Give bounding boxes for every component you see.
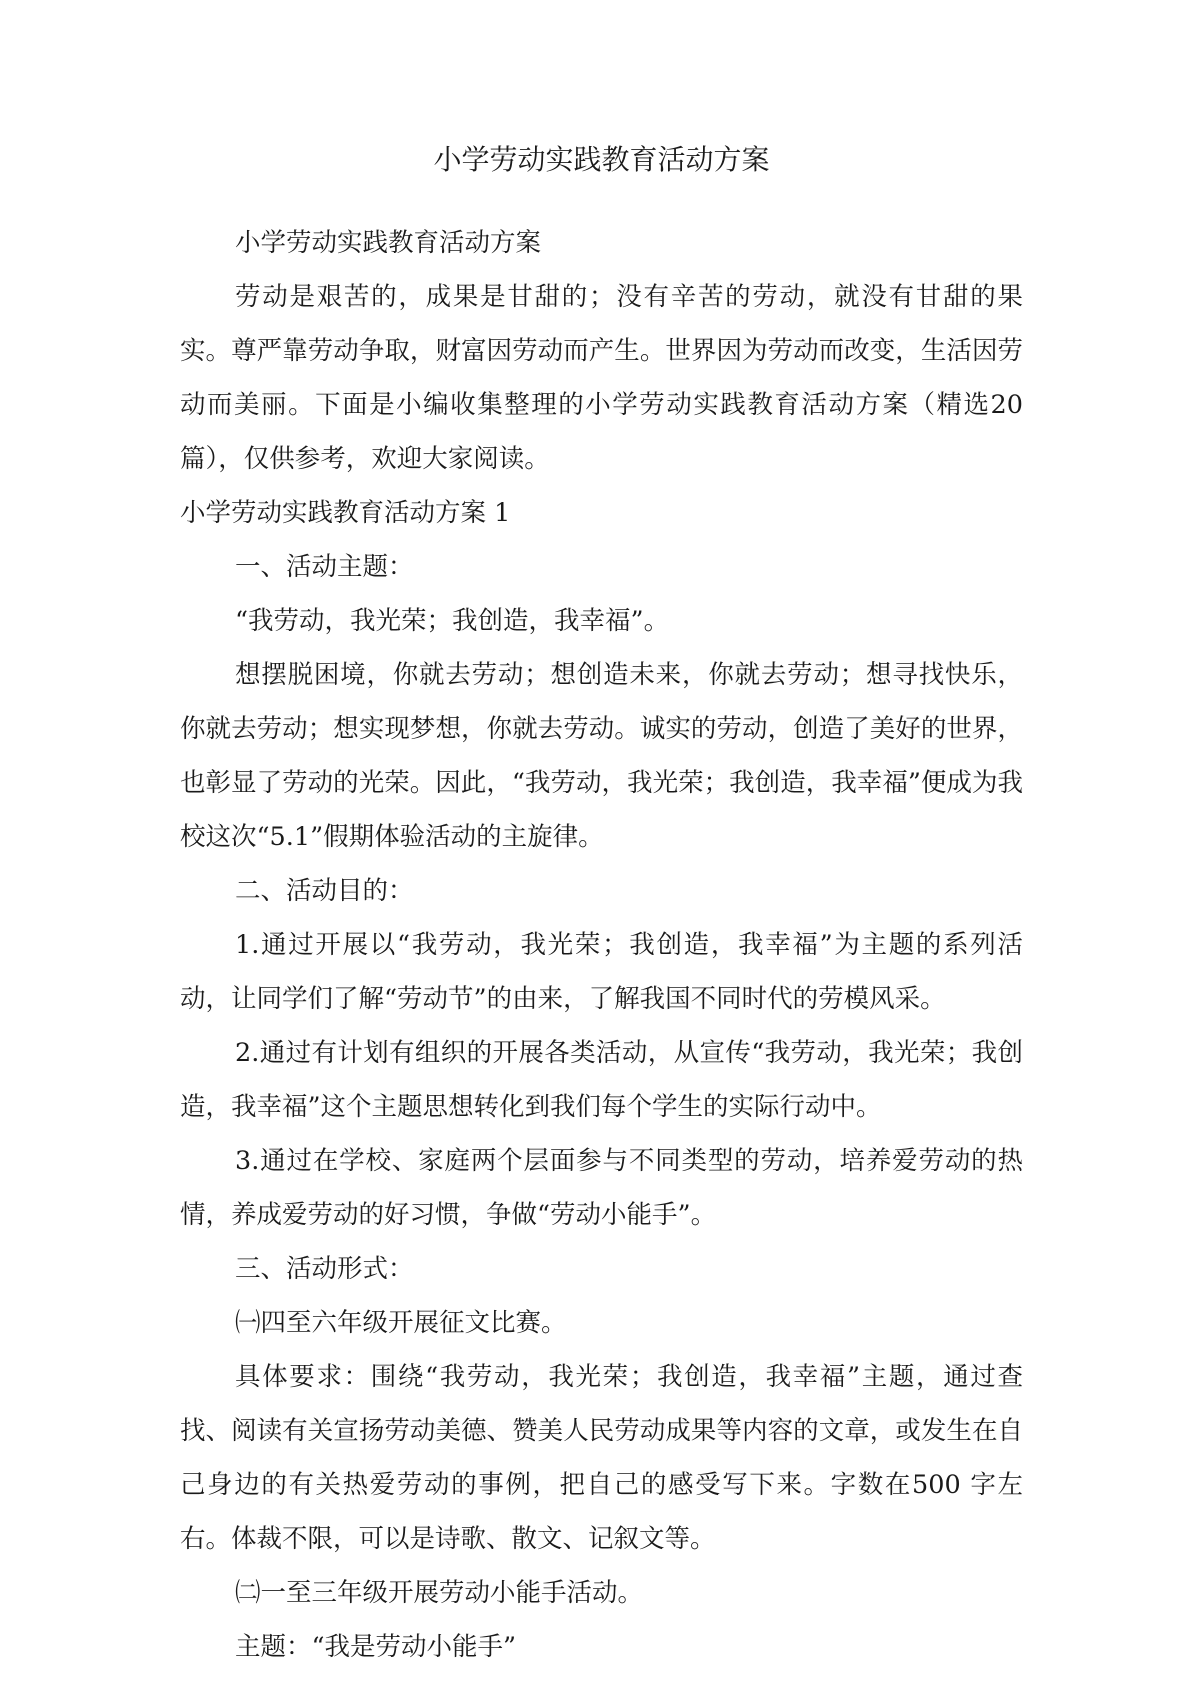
document-body [180,216,1023,1674]
document-page [180,0,1023,1684]
paragraph: 二、活动目的： [235,876,414,906]
paragraph: 三、活动形式： [235,1254,414,1284]
paragraph: 主题：“我是劳动小能手” [235,1632,517,1662]
paragraph: 劳动是艰苦的，成果是甘甜的；没有辛苦的劳动，就没有甘甜的果实。尊严靠劳动争取，财富因劳动而产生。世界因为劳动而改变，生活因劳动而美丽。下面是小编收集整理的小学劳动实践教育活动方案（精选20 篇），仅供参考，欢迎大家阅读。 [180,282,1023,474]
paragraph: 具体要求：围绕“我劳动，我光荣；我创造，我幸福”主题，通过查找、阅读有关宣扬劳动美德、赞美人民劳动成果等内容的文章，或发生在自己身边的有关热爱劳动的事例，把自己的感受写下来。字数在500 字左右。体裁不限，可以是诗歌、散文、记叙文等。 [180,1362,1023,1554]
section-heading: 小学劳动实践教育活动方案 1 [180,498,511,528]
paragraph: 3.通过在学校、家庭两个层面参与不同类型的劳动，培养爱劳动的热情，养成爱劳动的好习惯，争做“劳动小能手”。 [180,1146,1023,1230]
paragraph: ㈠四至六年级开展征文比赛。 [235,1308,567,1338]
paragraph: 1.通过开展以“我劳动，我光荣；我创造，我幸福”为主题的系列活动，让同学们了解“劳动节”的由来，了解我国不同时代的劳模风采。 [180,930,1023,1014]
paragraph: “我劳动，我光荣；我创造，我幸福”。 [235,606,670,636]
paragraph: 小学劳动实践教育活动方案 [235,228,542,258]
paragraph: 2.通过有计划有组织的开展各类活动，从宣传“我劳动，我光荣；我创造，我幸福”这个主题思想转化到我们每个学生的实际行动中。 [180,1038,1023,1122]
paragraph: ㈡一至三年级开展劳动小能手活动。 [235,1578,644,1608]
paragraph: 一、活动主题： [235,552,414,582]
paragraph: 想摆脱困境，你就去劳动；想创造未来，你就去劳动；想寻找快乐，你就去劳动；想实现梦想，你就去劳动。诚实的劳动，创造了美好的世界，也彰显了劳动的光荣。因此，“我劳动，我光荣；我创造，我幸福”便成为我校这次“5.1”假期体验活动的主旋律。 [180,660,1023,852]
document-title: 小学劳动实践教育活动方案 [433,143,770,176]
